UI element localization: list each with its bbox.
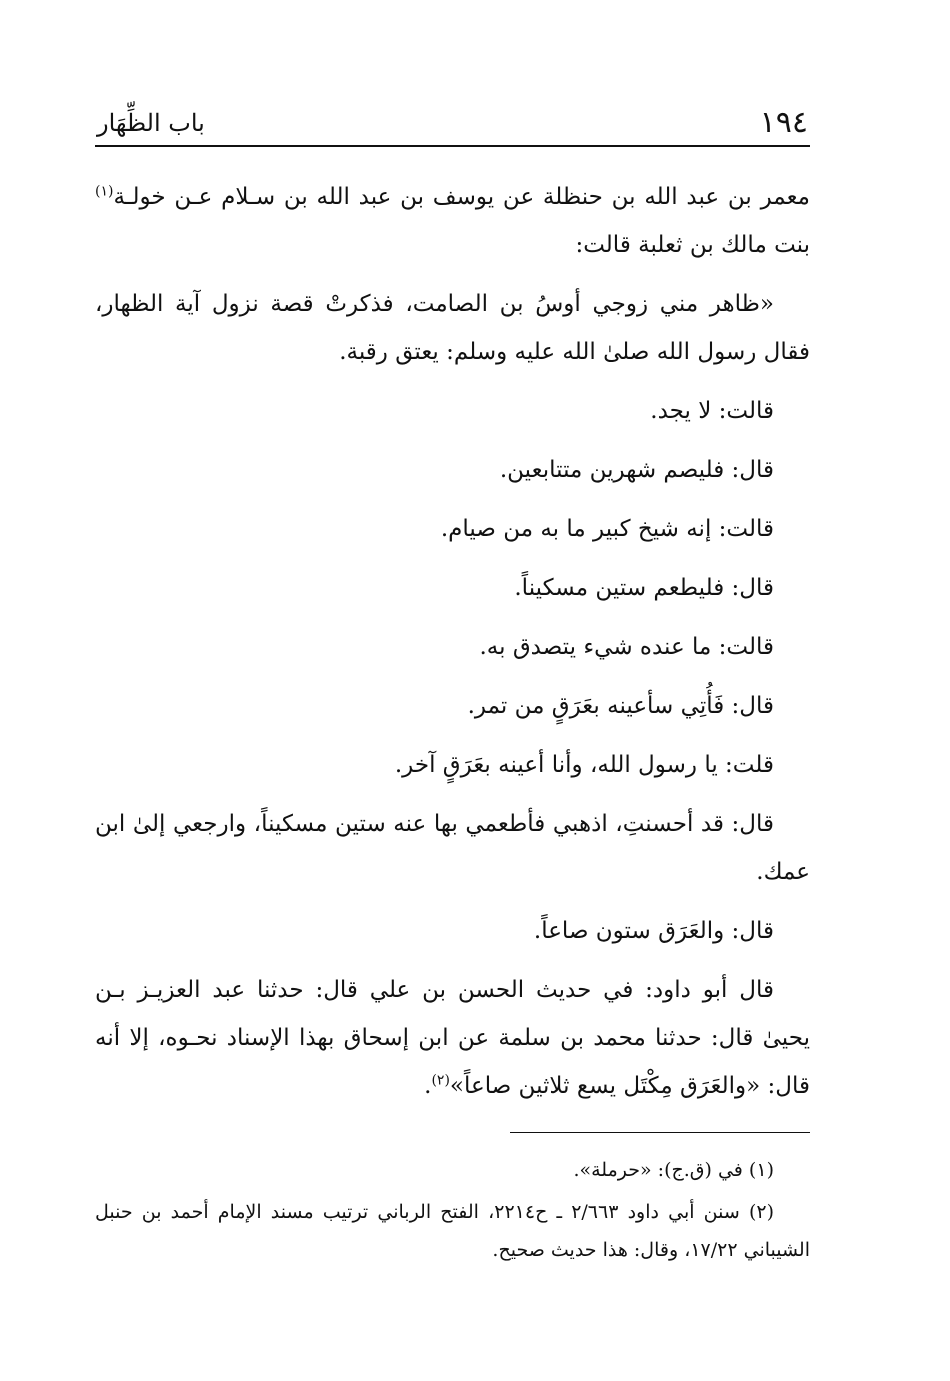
dialog-line: قال: فليطعم ستين مسكيناً. [514,575,774,601]
dialog-line: قالت: إنه شيخ كبير ما به من صيام. [440,516,774,542]
page [95,95,810,1273]
paragraph-hadith-opening: «ظاهر مني زوجي أوسُ بن الصامت، فذكرتْ قصة نزول آية الظهار، فقال رسول الله صلىٰ الله عليه وسلم: يعتق رقبة. [95,291,810,365]
dialog-line: قال: فليصم شهرين متتابعين. [499,457,774,483]
footnote-2: (٢) سنن أبي داود ٢/٦٦٣ ـ ح٢٢١٤، الفتح الرباني ترتيب مسند الإمام أحمد بن حنبل الشيباني ١٧/٢٢، وقال: هذا حديث صحيح. [95,1201,810,1261]
main-text [95,173,810,1110]
abu-dawud-end: . [424,1073,432,1099]
page-number: ١٩٤ [759,105,808,140]
footnote-ref-2: (٢) [431,1072,450,1089]
paragraph-abu-dawud [95,966,810,1110]
footnote-ref-1: (١) [95,183,114,200]
footnote-divider [510,1132,810,1133]
isnad-text-continued: بنت مالك بن ثعلبة قالت: [575,232,810,258]
abu-dawud-text: قال أبو داود: في حديث الحسن بن علي قال: حدثنا عبد العزيـز بـن يحيىٰ قال: حدثنا محمد بن سلمة عن ابن إسحاق بهذا الإسناد نحـوه، إلا أنه قال: «والعَرَق مِكْتَل يسع ثلاثين صاعاً» [95,977,810,1099]
chapter-title: باب الظِّهَار [97,109,205,137]
footnote-1: (١) في (ق.ج): «حرملة». [573,1159,774,1181]
isnad-text: معمر بن عبد الله بن حنظلة عن يوسف بن عبد الله بن سـلام عـن خولـة [113,184,810,210]
dialog-line: قلت: يا رسول الله، وأنا أعينه بعَرَقٍ آخر. [394,752,774,778]
footnotes [95,1151,810,1269]
dialog-line: قالت: لا يجد. [650,398,774,424]
dialog-line: قالت: ما عنده شيء يتصدق به. [479,634,774,660]
paragraph-isnad [95,173,810,269]
dialog-line: قال: فَأُتِي سأعينه بعَرَقٍ من تمر. [467,693,774,719]
running-header [95,95,810,147]
dialog-paragraph: قال: قد أحسنتِ، اذهبي فأطعمي بها عنه ستين مسكيناً، وارجعي إلىٰ ابن عمك. [95,811,810,885]
dialog-line: قال: والعَرَق ستون صاعاً. [533,918,774,944]
